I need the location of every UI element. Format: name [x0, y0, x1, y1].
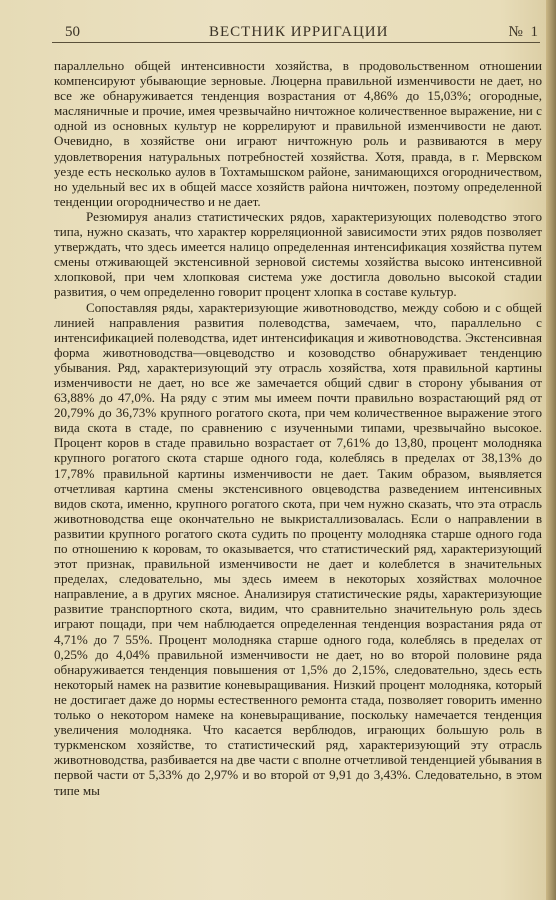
- page-number: 50: [65, 24, 80, 40]
- body-text: [54, 58, 542, 798]
- page-edge: [546, 0, 556, 900]
- journal-title: ВЕСТНИК ИРРИГАЦИИ: [209, 24, 389, 40]
- running-header: [48, 24, 544, 44]
- header-rule: [52, 42, 540, 43]
- issue-number: № 1: [508, 24, 540, 40]
- paragraph-2: Резюмируя анализ статистических рядов, характеризующих полеводство этого типа, нужно сказать, что характер корреляционной зависимости этих рядов позволяет утверждать, что здесь имеется налицо определенная интенсификация хозяйства путем смены отживающей экстенсивной зерновой системы хозяйства высоко интенсивной хлопковой, при чем хлопковая система уже достигла довольно высокой стадии развития, о чем определенно говорит процент хлопка в составе культур.: [54, 208, 542, 300]
- paragraph-3: Сопоставляя ряды, характеризующие животноводство, между собою и с общей линией направления развития полеводства, замечаем, что, параллельно с интенсификацией полеводства, идет интенсификация и животноводства. Экстенсивная форма животноводства—овцеводство и козоводство обнаруживает тенденцию убывания. Ряд, характеризующий эту отрасль хозяйства, хотя правильной картины изменчивости не дает, но все же замечается общий сдвиг в сторону убывания от 63,88% до 47,0%. На ряду с этим мы имеем почти правильно возрастающий ряд от 20,79% до 36,73% крупного рогатого скота, при чем количественное выражение этого вида скота в стаде, по сравнению с изученными типами, чрезвычайно высокое. Процент коров в стаде правильно возрастает от 7,61% до 13,80, процент молодняка крупного рогатого скота старше одного года, колеблясь в пределах от 38,13% до 17,78% правильной картины изменчивости не дает. Таким образом, выявляется отчетливая картина смены экстенсивного овцеводства разведением интенсивных видов скота, именно, крупного рогатого скота, при чем нужно сказать, что эта отрасль животноводства еще окончательно не выкристаллизовалась. Если о направлении в развитии крупного рогатого скота судить по проценту молодняка старше одного года по отношению к коровам, то оказывается, что статистический ряд, характеризующий этот признак, правильной изменчивости не дает и колеблется в значительных пределах, следовательно, мы здесь имеем в некоторых хозяйствах молочное направление, а в других мясное. Анализируя статистические ряды, характеризующие развитие транспортного скота, видим, что сравнительно значительную роль здесь играют пощади, при чем наблюдается определенная тенденция возрастания ряда от 4,71% до 7 55%. Процент молодняка старше одного года, колеблясь в пределах от 0,25% до 4,04% правильной изменчивости не дает, но во второй половине ряда обнаруживается тенденция повышения от 1,5% до 2,15%, следовательно, здесь есть некоторый намек на развитие коневыращивания. Низкий процент молодняка, который не достигает даже до нормы естественного ремонта стада, позволяет говорить именно только о некотором намеке на коневыращивание, поскольку намечается тенденция увеличения молодняка. Что касается верблюдов, играющих большую роль в туркменском хозяйстве, то статистический ряд, характеризующий эту отрасль животноводства, разбивается на две части с вполне отчетливой тенденцией убывания в первой части от 5,33% до 2,97% и во второй от 9,91 до 3,43%. Следовательно, в этом типе мы: [54, 299, 542, 798]
- paragraph-1: параллельно общей интенсивности хозяйства, в продовольственном отношении компенсируют убывающие зерновые. Люцерна правильной изменчивости не дает, но все же обнаруживается тенденция возрастания от 4,86% до 15,03%; огородные, масляничные и прочие, имея чрезвычайно ничтожное количественное выражение, ни с одной из основных культур не коррелируют и правильной изменчивости не дают. Очевидно, в хозяйстве они играют ничтожную роль и развиваются в меру удовлетворения натуральных потребностей хозяйства. Хотя, правда, в г. Мервском уезде есть несколько аулов в Тохтамышском районе, занимающихся огородничеством, но удельный вес их в общей массе хозяйств района ничтожен, поэтому определенной тенденции огородничество и не дает.: [54, 58, 542, 209]
